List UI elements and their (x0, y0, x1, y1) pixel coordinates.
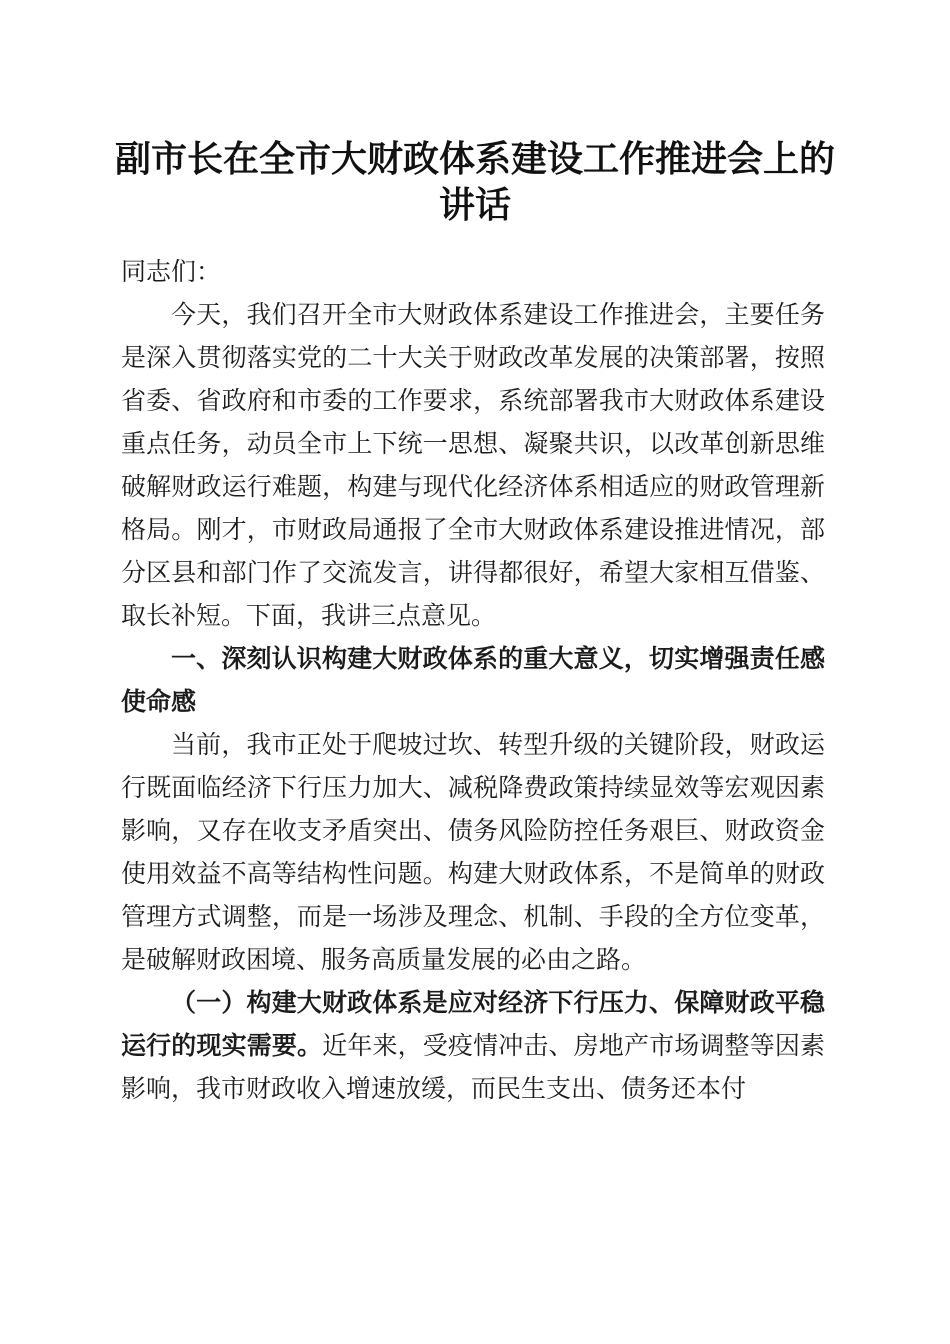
title-line-2: 讲话 (438, 184, 511, 226)
document-body (121, 250, 825, 1110)
document-title (100, 136, 850, 228)
section-heading-1: 一、深刻认识构建大财政体系的重大意义，切实增强责任感使命感 (121, 644, 825, 716)
point-1-text: 近年来，受疫情冲击、房地产市场调整等因素影响，我市财政收入增速放缓，而民生支出、债务还本付 (121, 1031, 825, 1103)
intro-paragraph: 今天，我们召开全市大财政体系建设工作推进会，主要任务是深入贯彻落实党的二十大关于财政改革发展的决策部署，按照省委、省政府和市委的工作要求，系统部署我市大财政体系建设重点任务，动员全市上下统一思想、凝聚共识，以改革创新思维破解财政运行难题，构建与现代化经济体系相适应的财政管理新格局。刚才，市财政局通报了全市大财政体系建设推进情况，部分区县和部门作了交流发言，讲得都很好，希望大家相互借鉴、取长补短。下面，我讲三点意见。 (121, 300, 825, 630)
point-1-lead: （一）构建大财政体系是应对经济下行压力、保障财政平稳运行的现实需要。 (121, 988, 825, 1060)
section-1-paragraph: 当前，我市正处于爬坡过坎、转型升级的关键阶段，财政运行既面临经济下行压力加大、减税降费政策持续显效等宏观因素影响，又存在收支矛盾突出、债务风险防控任务艰巨、财政资金使用效益不高等结构性问题。构建大财政体系，不是简单的财政管理方式调整，而是一场涉及理念、机制、手段的全方位变革，是破解财政困境、服务高质量发展的必由之路。 (121, 730, 825, 974)
title-line-1: 副市长在全市大财政体系建设工作推进会上的 (114, 138, 835, 180)
salutation: 同志们： (121, 257, 222, 286)
point-1-paragraph (121, 981, 825, 1110)
